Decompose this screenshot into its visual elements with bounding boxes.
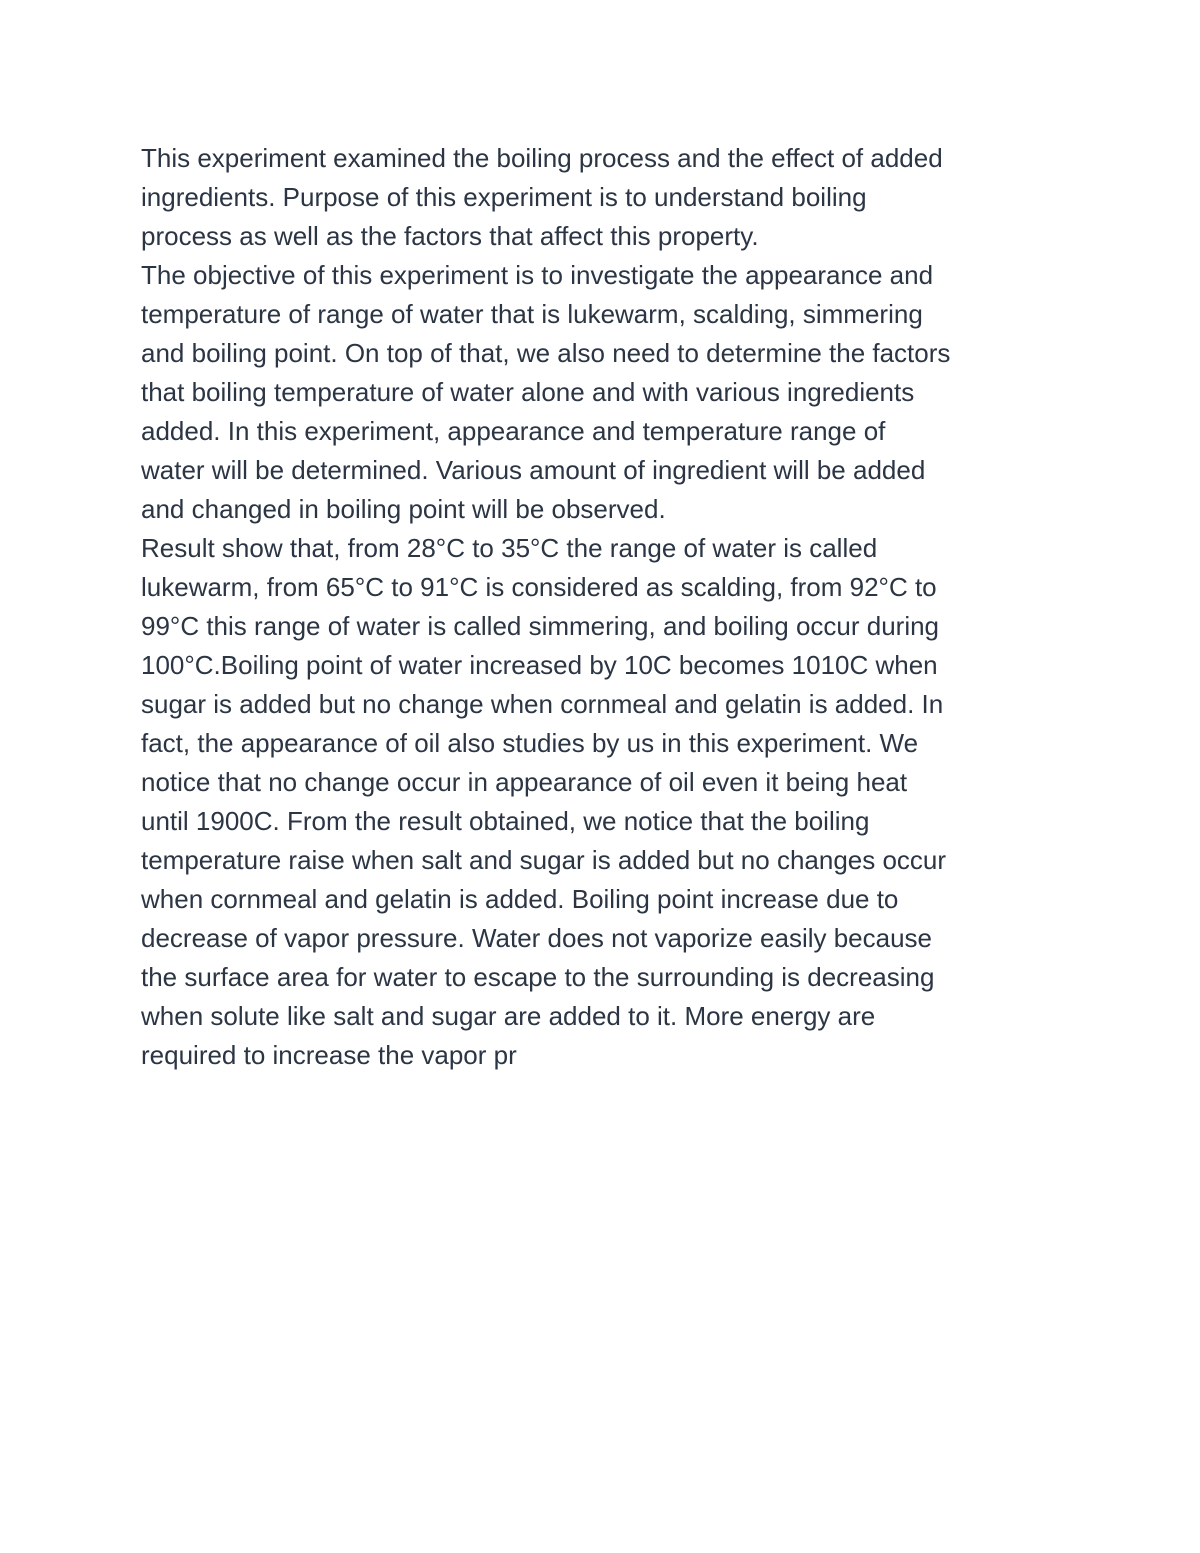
text-line: that boiling temperature of water alone and with various ingredients: [141, 377, 915, 407]
text-line: water will be determined. Various amount of ingredient will be added: [141, 455, 926, 485]
text-line: lukewarm, from 65°C to 91°C is considered as scalding, from 92°C to: [141, 572, 937, 602]
body-text: [141, 139, 1101, 1075]
text-line: process as well as the factors that affect this property.: [141, 221, 759, 251]
text-line: until 1900C. From the result obtained, we notice that the boiling: [141, 806, 870, 836]
text-line: This experiment examined the boiling process and the effect of added: [141, 143, 943, 173]
text-line: 100°C.Boiling point of water increased by 10C becomes 1010C when: [141, 650, 938, 680]
text-line: fact, the appearance of oil also studies by us in this experiment. We: [141, 728, 919, 758]
text-line: when solute like salt and sugar are added to it. More energy are: [141, 1001, 876, 1031]
text-line: the surface area for water to escape to the surrounding is decreasing: [141, 962, 935, 992]
text-line: ingredients. Purpose of this experiment is to understand boiling: [141, 182, 867, 212]
text-line: The objective of this experiment is to investigate the appearance and: [141, 260, 934, 290]
text-line: decrease of vapor pressure. Water does not vaporize easily because: [141, 923, 933, 953]
text-line: temperature of range of water that is lukewarm, scalding, simmering: [141, 299, 923, 329]
text-line: temperature raise when salt and sugar is added but no changes occur: [141, 845, 947, 875]
text-line: 99°C this range of water is called simmering, and boiling occur during: [141, 611, 940, 641]
text-line: and boiling point. On top of that, we also need to determine the factors: [141, 338, 951, 368]
text-line: added. In this experiment, appearance and temperature range of: [141, 416, 886, 446]
text-line: required to increase the vapor pr: [141, 1040, 517, 1070]
text-line: Result show that, from 28°C to 35°C the range of water is called: [141, 533, 878, 563]
text-line: when cornmeal and gelatin is added. Boiling point increase due to: [141, 884, 899, 914]
text-line: and changed in boiling point will be observed.: [141, 494, 666, 524]
text-line: notice that no change occur in appearance of oil even it being heat: [141, 767, 908, 797]
text-line: sugar is added but no change when cornmeal and gelatin is added. In: [141, 689, 944, 719]
